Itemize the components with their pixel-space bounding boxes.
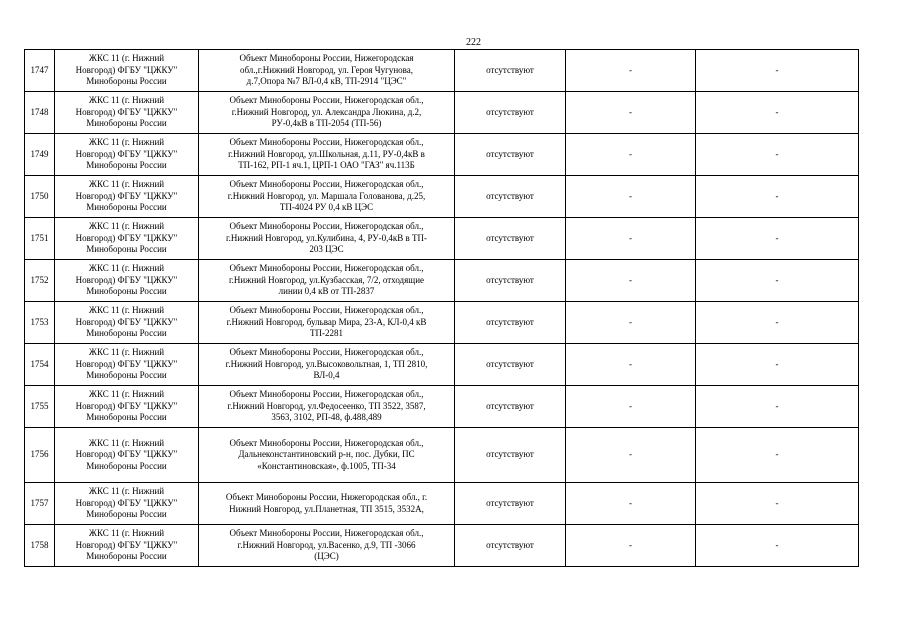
table-row bbox=[25, 525, 859, 567]
column-5-cell: - bbox=[566, 218, 696, 260]
object-description-line: г.Нижний Новгород, ул. Маршала Голованова, д.25, bbox=[227, 190, 426, 201]
object-description-line: ВЛ-0,4 bbox=[313, 370, 340, 381]
object-description-cell bbox=[199, 218, 455, 260]
organization-line: ЖКС 11 (г. Нижний bbox=[88, 137, 165, 148]
column-5-cell: - bbox=[566, 92, 696, 134]
row-number-cell: 1755 bbox=[25, 386, 55, 428]
table-row bbox=[25, 483, 859, 525]
row-number-cell: 1748 bbox=[25, 92, 55, 134]
object-description-cell bbox=[199, 260, 455, 302]
column-5-cell: - bbox=[566, 386, 696, 428]
organization-line: Минобороны России bbox=[86, 460, 167, 471]
column-6-cell: - bbox=[696, 50, 859, 92]
object-description-line: г.Нижний Новгород, ул.Васенко, д.9, ТП -3066 bbox=[237, 539, 416, 550]
organization-line: ЖКС 11 (г. Нижний bbox=[88, 486, 165, 497]
table-row bbox=[25, 428, 859, 483]
column-6-cell: - bbox=[696, 260, 859, 302]
object-description-line: Дальнеконстантиновский р-н, пос. Дубки, ПС bbox=[238, 449, 415, 460]
column-6-cell: - bbox=[696, 483, 859, 525]
column-5-cell: - bbox=[566, 176, 696, 218]
organization-line: Минобороны России bbox=[86, 118, 167, 129]
column-5-cell: - bbox=[566, 428, 696, 483]
row-number-cell: 1758 bbox=[25, 525, 55, 567]
column-6-cell: - bbox=[696, 302, 859, 344]
object-description-line: г.Нижний Новгород, бульвар Мира, 23-А, КЛ-0,4 кВ bbox=[226, 316, 427, 327]
object-description-line: Объект Минобороны России, Нижегородская обл., bbox=[229, 95, 424, 106]
object-description-cell bbox=[199, 50, 455, 92]
organization-line: Минобороны России bbox=[86, 244, 167, 255]
organization-line: ЖКС 11 (г. Нижний bbox=[88, 305, 165, 316]
object-description-line: Объект Минобороны России, Нижегородская обл., bbox=[229, 179, 424, 190]
organization-line: Новгород) ФГБУ "ЦЖКУ" bbox=[75, 106, 178, 117]
column-6-cell: - bbox=[696, 134, 859, 176]
column-5-cell: - bbox=[566, 134, 696, 176]
table-row bbox=[25, 386, 859, 428]
organization-cell bbox=[55, 428, 199, 483]
encumbrance-cell: отсутствуют bbox=[455, 50, 566, 92]
object-description-line: Объект Минобороны России, Нижегородская bbox=[239, 53, 414, 64]
organization-line: Минобороны России bbox=[86, 160, 167, 171]
organization-line: Новгород) ФГБУ "ЦЖКУ" bbox=[75, 539, 178, 550]
column-6-cell: - bbox=[696, 218, 859, 260]
organization-line: Новгород) ФГБУ "ЦЖКУ" bbox=[75, 148, 178, 159]
column-6-cell: - bbox=[696, 386, 859, 428]
object-description-line: (ЦЭС) bbox=[314, 551, 339, 562]
column-6-cell: - bbox=[696, 176, 859, 218]
organization-line: ЖКС 11 (г. Нижний bbox=[88, 347, 165, 358]
row-number-cell: 1749 bbox=[25, 134, 55, 176]
encumbrance-cell: отсутствуют bbox=[455, 386, 566, 428]
organization-line: Новгород) ФГБУ "ЦЖКУ" bbox=[75, 449, 178, 460]
organization-cell bbox=[55, 176, 199, 218]
object-description-line: «Константиновская», ф.1005, ТП-34 bbox=[257, 460, 396, 471]
encumbrance-cell: отсутствуют bbox=[455, 260, 566, 302]
column-6-cell: - bbox=[696, 344, 859, 386]
column-5-cell: - bbox=[566, 260, 696, 302]
organization-line: Новгород) ФГБУ "ЦЖКУ" bbox=[75, 232, 178, 243]
object-description-line: Объект Минобороны России, Нижегородская обл., bbox=[229, 137, 424, 148]
object-description-cell bbox=[199, 92, 455, 134]
encumbrance-cell: отсутствуют bbox=[455, 525, 566, 567]
object-description-line: Объект Минобороны России, Нижегородская обл., bbox=[229, 263, 424, 274]
registry-table-body bbox=[25, 50, 859, 567]
organization-cell bbox=[55, 525, 199, 567]
table-row bbox=[25, 302, 859, 344]
object-description-line: д.7,Опора №7 ВЛ-0,4 кВ, ТП-2914 "ЦЭС" bbox=[246, 76, 407, 87]
table-row bbox=[25, 344, 859, 386]
object-description-line: Объект Минобороны России, Нижегородская обл., г. bbox=[225, 492, 428, 503]
object-description-line: 203 ЦЭС bbox=[309, 244, 344, 255]
organization-line: Новгород) ФГБУ "ЦЖКУ" bbox=[75, 190, 178, 201]
organization-line: Новгород) ФГБУ "ЦЖКУ" bbox=[75, 400, 178, 411]
organization-line: Минобороны России bbox=[86, 286, 167, 297]
object-description-line: г.Нижний Новгород, ул.Кулибина, 4, РУ-0,4кВ в ТП- bbox=[225, 232, 427, 243]
table-row bbox=[25, 218, 859, 260]
column-5-cell: - bbox=[566, 525, 696, 567]
row-number-cell: 1747 bbox=[25, 50, 55, 92]
object-description-cell bbox=[199, 525, 455, 567]
table-row bbox=[25, 50, 859, 92]
object-description-line: г.Нижний Новгород, ул.Кузбасская, 7/2, отходящие bbox=[228, 274, 425, 285]
object-description-line: Объект Минобороны России, Нижегородская обл., bbox=[229, 221, 424, 232]
object-description-cell bbox=[199, 483, 455, 525]
organization-line: Минобороны России bbox=[86, 328, 167, 339]
object-description-line: г.Нижний Новгород, ул.Высоковольтная, 1, ТП 2810, bbox=[225, 358, 428, 369]
row-number-cell: 1750 bbox=[25, 176, 55, 218]
organization-cell bbox=[55, 483, 199, 525]
object-description-line: г.Нижний Новгород, ул. Александра Люкина, д.2, bbox=[231, 106, 422, 117]
organization-line: Минобороны России bbox=[86, 202, 167, 213]
organization-cell bbox=[55, 260, 199, 302]
organization-cell bbox=[55, 92, 199, 134]
row-number-cell: 1752 bbox=[25, 260, 55, 302]
object-description-line: Объект Минобороны России, Нижегородская обл., bbox=[229, 528, 424, 539]
object-description-cell bbox=[199, 386, 455, 428]
object-description-line: 3563, 3102, РП-48, ф.488,489 bbox=[271, 412, 382, 423]
encumbrance-cell: отсутствуют bbox=[455, 483, 566, 525]
column-6-cell: - bbox=[696, 525, 859, 567]
organization-line: ЖКС 11 (г. Нижний bbox=[88, 221, 165, 232]
object-description-line: ТП-4024 РУ 0,4 кВ ЦЭС bbox=[279, 202, 374, 213]
encumbrance-cell: отсутствуют bbox=[455, 134, 566, 176]
object-description-line: г.Нижний Новгород, ул.Школьная, д.11, РУ-0,4кВ в bbox=[228, 148, 425, 159]
row-number-cell: 1753 bbox=[25, 302, 55, 344]
object-description-line: г.Нижний Новгород, ул.Федосеенко, ТП 3522, 3587, bbox=[227, 400, 426, 411]
column-5-cell: - bbox=[566, 483, 696, 525]
table-row bbox=[25, 92, 859, 134]
row-number-cell: 1754 bbox=[25, 344, 55, 386]
organization-line: ЖКС 11 (г. Нижний bbox=[88, 437, 165, 448]
object-description-line: Нижний Новгород, ул.Планетная, ТП 3515, 3532А, bbox=[229, 503, 424, 514]
organization-line: Минобороны России bbox=[86, 509, 167, 520]
object-description-cell bbox=[199, 344, 455, 386]
object-description-line: Объект Минобороны России, Нижегородская обл., bbox=[229, 305, 424, 316]
object-description-line: Объект Минобороны России, Нижегородская обл., bbox=[229, 347, 424, 358]
column-6-cell: - bbox=[696, 92, 859, 134]
organization-cell bbox=[55, 50, 199, 92]
organization-line: Минобороны России bbox=[86, 551, 167, 562]
object-description-line: Объект Минобороны России, Нижегородская обл., bbox=[229, 389, 424, 400]
row-number-cell: 1756 bbox=[25, 428, 55, 483]
encumbrance-cell: отсутствуют bbox=[455, 218, 566, 260]
organization-line: ЖКС 11 (г. Нижний bbox=[88, 389, 165, 400]
encumbrance-cell: отсутствуют bbox=[455, 344, 566, 386]
object-description-line: линии 0,4 кВ от ТП-2837 bbox=[278, 286, 375, 297]
object-description-cell bbox=[199, 302, 455, 344]
table-row bbox=[25, 176, 859, 218]
page-number: 222 bbox=[466, 37, 481, 48]
organization-line: Новгород) ФГБУ "ЦЖКУ" bbox=[75, 316, 178, 327]
object-description-cell bbox=[199, 176, 455, 218]
organization-line: ЖКС 11 (г. Нижний bbox=[88, 528, 165, 539]
object-description-cell bbox=[199, 428, 455, 483]
object-description-line: РУ-0,4кВ в ТП-2054 (ТП-56) bbox=[271, 118, 382, 129]
organization-line: Новгород) ФГБУ "ЦЖКУ" bbox=[75, 358, 178, 369]
organization-line: Новгород) ФГБУ "ЦЖКУ" bbox=[75, 274, 178, 285]
encumbrance-cell: отсутствуют bbox=[455, 428, 566, 483]
column-5-cell: - bbox=[566, 344, 696, 386]
row-number-cell: 1757 bbox=[25, 483, 55, 525]
object-description-line: ТП-162, РП-1 яч.1, ЦРП-1 ОАО "ГАЗ" яч.113Б bbox=[238, 160, 415, 171]
registry-table bbox=[24, 49, 859, 567]
organization-cell bbox=[55, 302, 199, 344]
organization-line: Новгород) ФГБУ "ЦЖКУ" bbox=[75, 64, 178, 75]
organization-cell bbox=[55, 218, 199, 260]
organization-line: ЖКС 11 (г. Нижний bbox=[88, 179, 165, 190]
table-row bbox=[25, 260, 859, 302]
organization-line: ЖКС 11 (г. Нижний bbox=[88, 263, 165, 274]
column-5-cell: - bbox=[566, 302, 696, 344]
organization-line: ЖКС 11 (г. Нижний bbox=[88, 53, 165, 64]
organization-line: ЖКС 11 (г. Нижний bbox=[88, 95, 165, 106]
object-description-line: Объект Минобороны России, Нижегородская обл., bbox=[229, 437, 424, 448]
encumbrance-cell: отсутствуют bbox=[455, 92, 566, 134]
column-6-cell: - bbox=[696, 428, 859, 483]
organization-line: Минобороны России bbox=[86, 412, 167, 423]
table-row bbox=[25, 134, 859, 176]
object-description-line: ТП-2281 bbox=[310, 328, 343, 339]
organization-cell bbox=[55, 344, 199, 386]
organization-cell bbox=[55, 134, 199, 176]
column-5-cell: - bbox=[566, 50, 696, 92]
row-number-cell: 1751 bbox=[25, 218, 55, 260]
object-description-cell bbox=[199, 134, 455, 176]
organization-cell bbox=[55, 386, 199, 428]
organization-line: Минобороны России bbox=[86, 76, 167, 87]
organization-line: Минобороны России bbox=[86, 370, 167, 381]
encumbrance-cell: отсутствуют bbox=[455, 176, 566, 218]
object-description-line: обл.,г.Нижний Новгород, ул. Героя Чугунова, bbox=[239, 64, 414, 75]
encumbrance-cell: отсутствуют bbox=[455, 302, 566, 344]
organization-line: Новгород) ФГБУ "ЦЖКУ" bbox=[75, 497, 178, 508]
